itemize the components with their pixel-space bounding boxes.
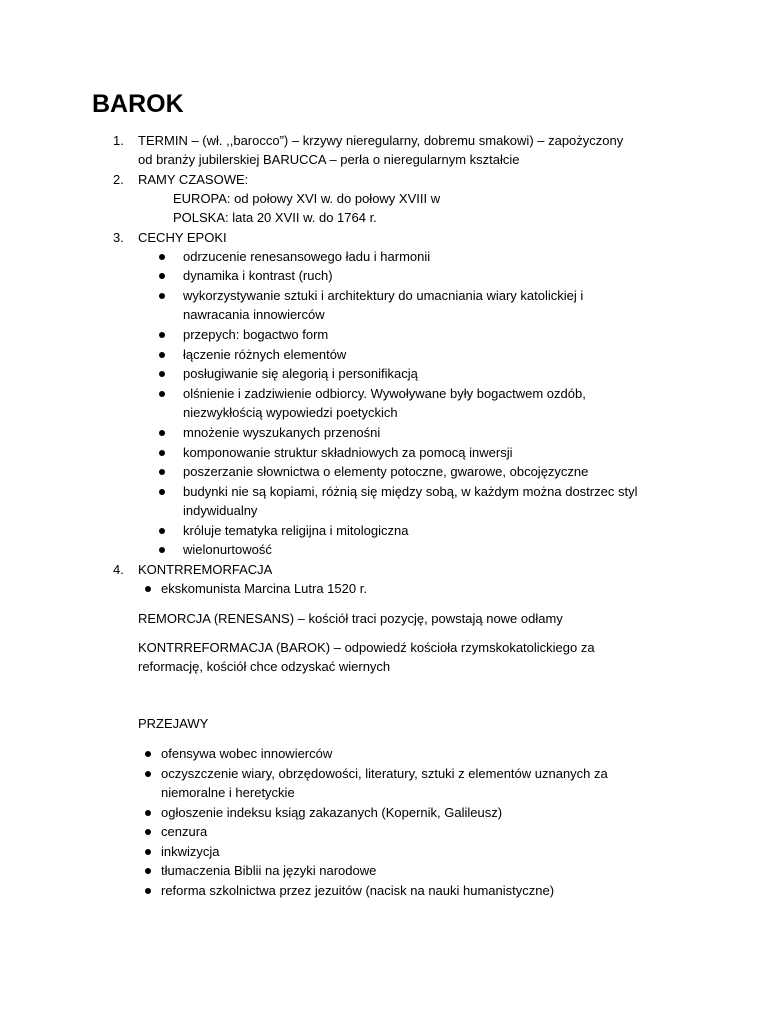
bullet-icon: [159, 273, 165, 279]
section-number-4: 4.: [113, 562, 124, 577]
bullet-icon: [159, 489, 165, 495]
bullet-icon: [145, 829, 151, 835]
list-item: reforma szkolnictwa przez jezuitów (nacisk na nauki humanistyczne): [161, 883, 555, 898]
przejawy-heading: PRZEJAWY: [138, 716, 209, 731]
list-item: ogłoszenie indeksu ksiąg zakazanych (Kopernik, Galileusz): [161, 805, 503, 820]
list-item: króluje tematyka religijna i mitologiczna: [183, 523, 409, 538]
list-item: mnożenie wyszukanych przenośni: [183, 425, 381, 440]
list-item: dynamika i kontrast (ruch): [183, 268, 333, 283]
list-item: odrzucenie renesansowego ładu i harmonii: [183, 249, 431, 264]
list-item-continuation: niezwykłością wypowiedzi poetyckich: [183, 405, 398, 420]
list-item: poszerzanie słownictwa o elementy potoczne, gwarowe, obcojęzyczne: [183, 464, 589, 479]
bullet-icon: [159, 450, 165, 456]
bullet-icon: [159, 254, 165, 260]
list-item: budynki nie są kopiami, różnią się między sobą, w każdym można dostrzec styl: [183, 484, 638, 499]
paragraph-kontrreformacja-line-2: reformację, kościół chce odzyskać wiernych: [138, 659, 391, 674]
bullet-icon: [159, 469, 165, 475]
bullet-icon: [159, 547, 165, 553]
bullet-icon: [145, 586, 151, 592]
section-1-line-2: od branży jubilerskiej BARUCCA – perła o nieregularnym kształcie: [138, 152, 520, 167]
list-item: wielonurtowość: [183, 542, 272, 557]
list-item: oczyszczenie wiary, obrzędowości, literatury, sztuki z elementów uznanych za: [161, 766, 608, 781]
section-3-heading: CECHY EPOKI: [138, 230, 227, 245]
bullet-icon: [145, 771, 151, 777]
bullet-icon: [145, 849, 151, 855]
list-item: inkwizycja: [161, 844, 220, 859]
list-item: ekskomunista Marcina Lutra 1520 r.: [161, 581, 367, 596]
section-2-line-2: POLSKA: lata 20 XVII w. do 1764 r.: [173, 210, 377, 225]
list-item: ofensywa wobec innowierców: [161, 746, 333, 761]
bullet-icon: [159, 352, 165, 358]
bullet-icon: [145, 888, 151, 894]
bullet-icon: [159, 430, 165, 436]
section-number-3: 3.: [113, 230, 124, 245]
paragraph-reformacja: REMORCJA (RENESANS) – kościół traci pozycję, powstają nowe odłamy: [138, 611, 563, 626]
section-4-heading: KONTRREMORFACJA: [138, 562, 273, 577]
list-item: komponowanie struktur składniowych za pomocą inwersji: [183, 445, 513, 460]
bullet-icon: [145, 868, 151, 874]
bullet-icon: [159, 293, 165, 299]
section-2-heading: RAMY CZASOWE:: [138, 172, 249, 187]
list-item: posługiwanie się alegorią i personifikacją: [183, 366, 418, 381]
document-title: BAROK: [92, 90, 184, 118]
bullet-icon: [159, 371, 165, 377]
list-item: łączenie różnych elementów: [183, 347, 347, 362]
section-2-line-1: EUROPA: od połowy XVI w. do połowy XVIII w: [173, 191, 441, 206]
list-item: cenzura: [161, 824, 208, 839]
bullet-icon: [159, 391, 165, 397]
bullet-icon: [145, 751, 151, 757]
list-item: przepych: bogactwo form: [183, 327, 329, 342]
list-item-continuation: indywidualny: [183, 503, 258, 518]
paragraph-kontrreformacja-line-1: KONTRREFORMACJA (BAROK) – odpowiedź kościoła rzymskokatolickiego za: [138, 640, 595, 655]
bullet-icon: [145, 810, 151, 816]
list-item: olśnienie i zadziwienie odbiorcy. Wywoływane były bogactwem ozdób,: [183, 386, 586, 401]
bullet-icon: [159, 528, 165, 534]
section-number-1: 1.: [113, 133, 124, 148]
section-number-2: 2.: [113, 172, 124, 187]
list-item-continuation: niemoralne i heretyckie: [161, 785, 295, 800]
section-1-line-1: TERMIN – (wł. ,,barocco”) – krzywy nieregularny, dobremu smakowi) – zapożyczony: [138, 133, 624, 148]
bullet-icon: [159, 332, 165, 338]
list-item-continuation: nawracania innowierców: [183, 307, 325, 322]
list-item: tłumaczenia Biblii na języki narodowe: [161, 863, 377, 878]
list-item: wykorzystywanie sztuki i architektury do umacniania wiary katolickiej i: [183, 288, 584, 303]
